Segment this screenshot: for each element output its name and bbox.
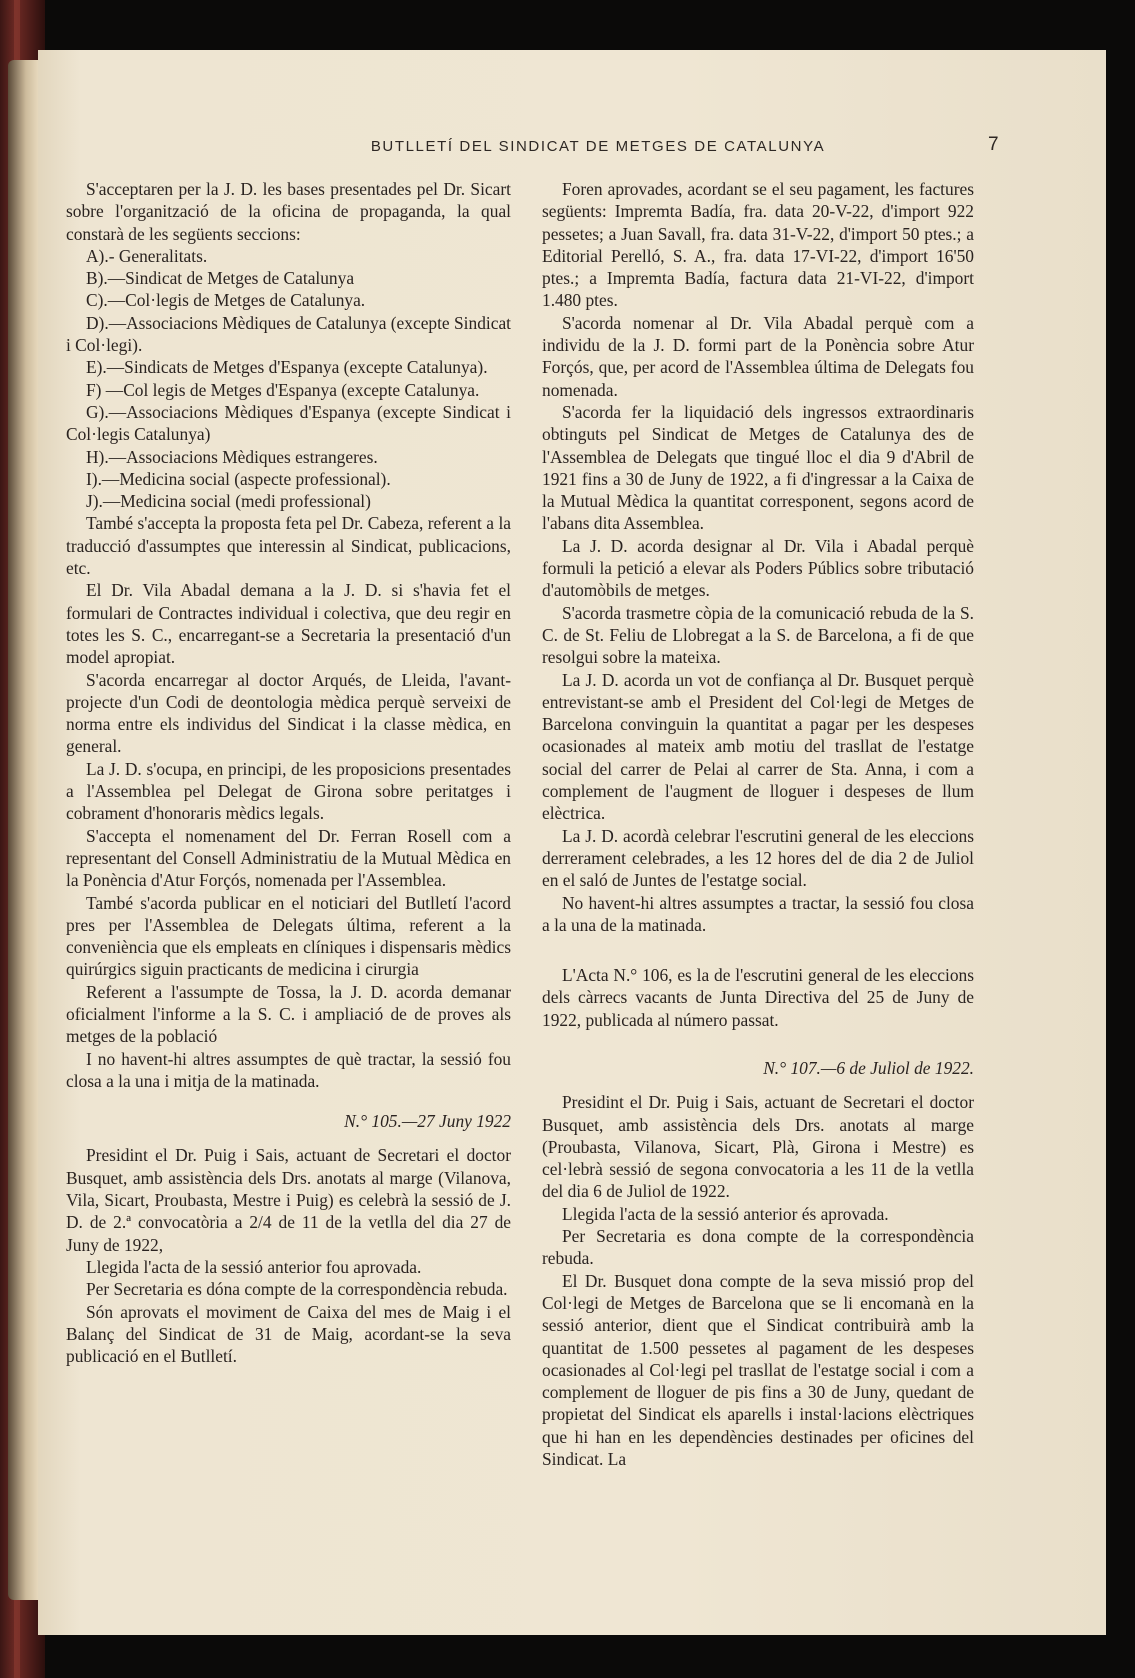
paragraph: Són aprovats el moviment de Caixa del mes de Maig i el Balanç del Sindicat de 31 de Maig, acordant-se la seva publicació en el Butlletí.	[66, 1301, 511, 1367]
list-item: D).—Associacions Mèdiques de Catalunya (excepte Sindicat i Col·legi).	[66, 312, 511, 356]
paragraph: Llegida l'acta de la sessió anterior és aprovada.	[562, 1203, 889, 1224]
page-edge	[8, 60, 38, 1600]
paragraph: Foren aprovades, acordant se el seu pagament, les factures següents: Impremta Badía, fra. data 20-V-22, d'import 922 pessetes; a Juan Savall, fra. data 31-V-22, d'import 50 ptes.; a Editorial Perelló, S. A., fra. data 17-VI-22, d'import 16'50 ptes.; a Impremta Badía, factura data 21-VI-22, d'import 1.480 ptes.	[542, 179, 974, 311]
list-item: B).—Sindicat de Metges de Catalunya	[86, 268, 355, 289]
list-item: J).—Medicina social (medi professional)	[86, 491, 371, 512]
list-item: C).—Col·legis de Metges de Catalunya.	[86, 290, 366, 311]
paragraph: La J. D. acorda un vot de confiança al Dr. Busquet perquè entrevistant-se amb el President del Col·legi de Metges de Barcelona convinguin la quantitat a pagar per les despeses ocasionades al mateix amb motiu del trasllat de l'estatge social del carrer de Pelai al carrer de Sta. Anna, i com a complement de l'augment de lloguer i despeses de llum elèctrica.	[542, 669, 974, 824]
paragraph: Presidint el Dr. Puig i Sais, actuant de Secretari el doctor Busquet, amb assistència dels Drs. anotats al marge (Proubasta, Vilanova, Sicart, Plà, Girona i Mestre) es cel·lebrà sessió de segona convocatoria a les 11 de la vetlla del dia 6 de Juliol de 1922.	[542, 1092, 974, 1202]
list-item: H).—Associacions Mèdiques estrangeres.	[86, 446, 378, 467]
list-item: A).- Generalitats.	[86, 245, 208, 266]
paragraph: Per Secretaria es dona compte de la correspondència rebuda.	[542, 1226, 974, 1269]
paragraph: I no havent-hi altres assumptes de què tractar, la sessió fou closa a la una i mitja de la matinada.	[66, 1048, 511, 1091]
paragraph: L'Acta N.° 106, es la de l'escrutini general de les eleccions dels càrrecs vacants de Junta Directiva del 25 de Juny de 1922, publicada al número passat.	[542, 965, 974, 1030]
right-column	[542, 178, 974, 1470]
paragraph: També s'acorda publicar en el noticiari del Butlletí l'acord pres per l'Assemblea de Delegats última, referent a la conveniència que els empleats en clíniques i dispensaris mèdics quirúrgics siguin practicants de medicina i cirurgia	[66, 892, 511, 980]
list-item: E).—Sindicats de Metges d'Espanya (excepte Catalunya).	[86, 357, 488, 378]
paragraph: Referent a l'assumpte de Tossa, la J. D. acorda demanar oficialment l'informe a la S. C. i ampliació de de proves als metges de la població	[66, 981, 511, 1047]
paragraph: La J. D. acorda designar al Dr. Vila i Abadal perquè formuli la petició a elevar als Poders Públics sobre tributació d'automòbils de metges.	[542, 535, 974, 601]
paragraph: S'acorda trasmetre còpia de la comunicació rebuda de la S. C. de St. Feliu de Llobregat a la S. de Barcelona, a fi de que resolgui sobre la mateixa.	[542, 602, 974, 668]
paragraph: Presidint el Dr. Puig i Sais, actuant de Secretari el doctor Busquet, amb assistència dels Drs. anotats al marge (Vilanova, Vila, Sicart, Proubasta, Mestre i Puig) es celebrà la sessió de J. D. de 2.ª convocatòria a 2/4 de 11 de la vetlla del dia 27 de Juny de 1922,	[66, 1145, 511, 1255]
left-column	[66, 178, 511, 1367]
list-item: F) —Col legis de Metges d'Espanya (excepte Catalunya.	[86, 379, 480, 400]
paragraph: No havent-hi altres assumptes a tractar, la sessió fou closa a la una de la matinada.	[542, 892, 974, 935]
paragraph: Llegida l'acta de la sessió anterior fou aprovada.	[86, 1256, 422, 1277]
paragraph: També s'accepta la proposta feta pel Dr. Cabeza, referent a la traducció d'assumptes que interessin al Sindicat, publicacions, etc.	[66, 513, 511, 579]
document-page	[38, 50, 1106, 1635]
paragraph: S'acorda fer la liquidació dels ingressos extraordinaris obtinguts pel Sindicat de Metges de Catalunya des de l'Assemblea de Delegats que tingué lloc el dia 9 d'Abril de 1921 fins a 30 de Juny de 1922, a fi d'ingressar a la Caixa de la Mutual Mèdica la quantitat corresponent, segons acord de l'abans dita Assemblea.	[542, 401, 974, 534]
paragraph: Per Secretaria es dóna compte de la correspondència rebuda.	[86, 1279, 508, 1300]
paragraph: El Dr. Busquet dona compte de la seva missió prop del Col·legi de Metges de Barcelona que se li encomanà en la sessió anterior, dient que el Sindicat contribuirà amb la quantitat de 1.500 pessetes al pagament de les despeses ocasionades al Col·legi pel trasllat de l'estatge social i com a complement de lloguer de pis fins a 30 de Juny, quedant de propietat del Sindicat els aparells i instal·lacions elèctriques que hi han en les dependències destinades per oficines del Sindicat. La	[542, 1270, 974, 1470]
paragraph: S'acceptaren per la J. D. les bases presentades pel Dr. Sicart sobre l'organització de la oficina de propaganda, la qual constarà de les següents seccions:	[66, 179, 511, 244]
list-item: G).—Associacions Mèdiques d'Espanya (excepte Sindicat i Col·legis Catalunya)	[66, 401, 511, 445]
list-item: I).—Medicina social (aspecte professional).	[86, 468, 391, 489]
paragraph: La J. D. s'ocupa, en principi, de les proposicions presentades a l'Assemblea pel Delegat de Girona sobre peritatges i cobrament d'honoraris mèdics legals.	[66, 758, 511, 824]
paragraph: S'acorda encarregar al doctor Arqués, de Lleida, l'avant-projecte d'un Codi de deontologia mèdica perquè serveixi de norma entre els individus del Sindicat i la classe mèdica, en general.	[66, 669, 511, 757]
paragraph: S'accepta el nomenament del Dr. Ferran Rosell com a representant del Consell Administratiu de la Mutual Mèdica en la Ponència d'Atur Forçós, nomenada per l'Assemblea.	[66, 825, 511, 891]
running-title: BUTLLETÍ DEL SINDICAT DE METGES DE CATALUNYA	[370, 138, 826, 155]
session-heading: N.° 105.—27 Juny 1922	[344, 1111, 511, 1132]
paragraph: El Dr. Vila Abadal demana a la J. D. si s'havia fet el formulari de Contractes individual i colectiva, que deu regir en totes les S. C., encarregant-se a Secretaria la presentació d'un model apropiat.	[66, 580, 511, 668]
session-heading: N.° 107.—6 de Juliol de 1922.	[763, 1057, 974, 1078]
paragraph: La J. D. acordà celebrar l'escrutini general de les eleccions derrerament celebrades, a les 12 hores del de dia 2 de Juliol en el saló de Juntes de l'estatge social.	[542, 825, 974, 891]
paragraph: S'acorda nomenar al Dr. Vila Abadal perquè com a individu de la J. D. formi part de la Ponència sobre Atur Forçós, que, per acord de l'Assemblea última de Delegats fou nomenada.	[542, 312, 974, 400]
page-number: 7	[988, 134, 999, 155]
